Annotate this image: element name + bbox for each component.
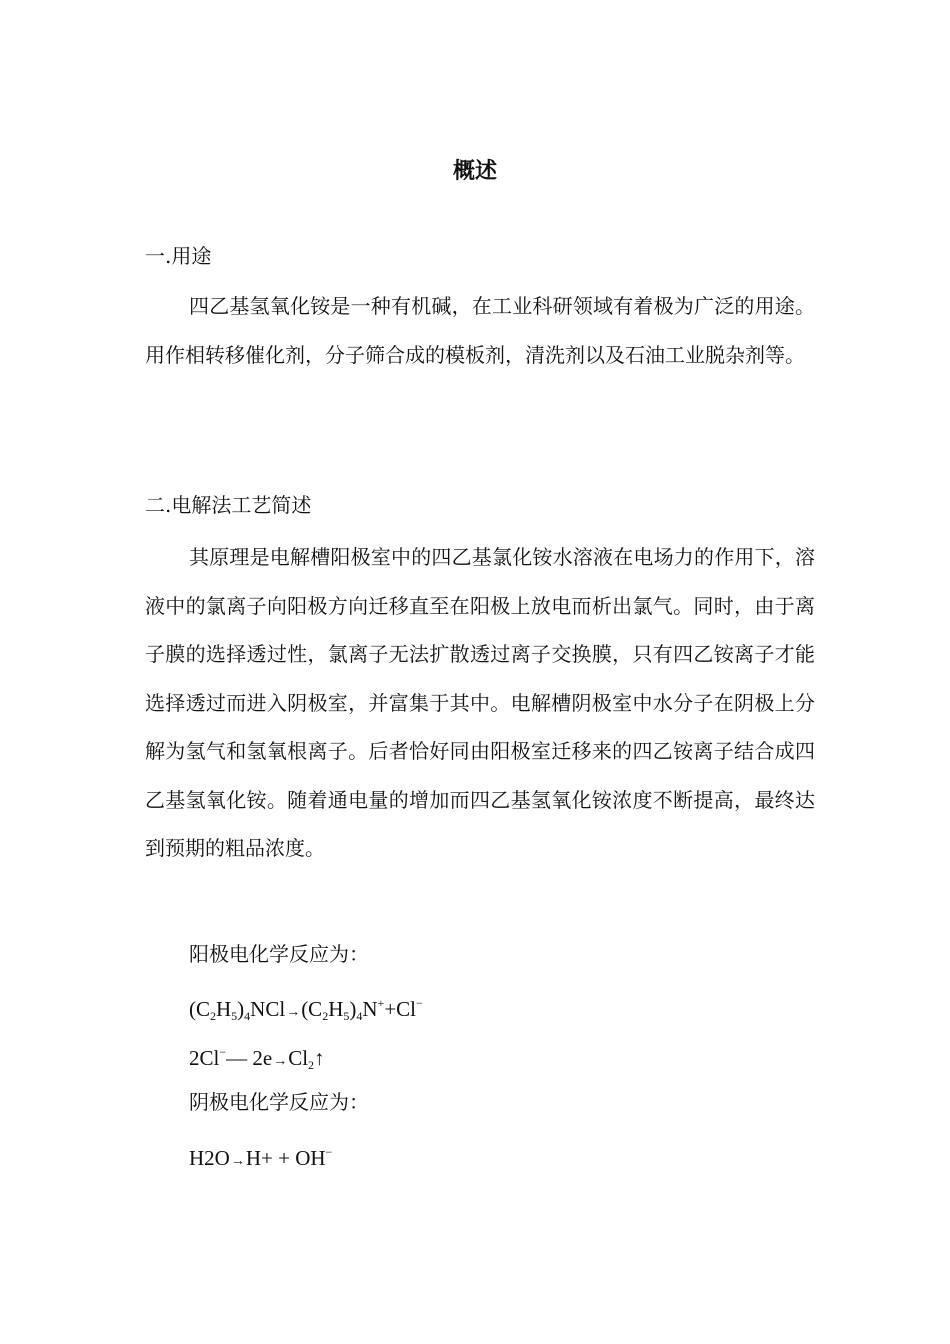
section-heading-uses: 一.用途 [145,244,212,268]
reaction-arrow-icon: → [286,1005,301,1020]
anode-reaction-label: 阳极电化学反应为： [189,942,369,966]
paragraph-uses: 四乙基氢氧化铵是一种有机碱，在工业科研领域有着极为广泛的用途。用作相转移催化剂，分子筛合成的模板剂，清洗剂以及石油工业脱杂剂等。 [145,294,815,367]
reaction-arrow-icon: → [273,1054,288,1069]
page-title: 概述 [452,159,497,184]
cathode-reaction-label: 阴极电化学反应为： [189,1090,369,1114]
reaction-arrow-icon: → [230,1154,245,1169]
anode-equation-1: $(C_2H_5)_4NCl\to(C_2H_5)_4N^++Cl^-$ [189,996,423,1023]
anode-equation-2: 2Cl−— $2e\to Cl_2↑$ [189,1045,325,1072]
cathode-equation: H2O→H+ + OH− [189,1145,333,1170]
section-heading-process: 二.电解法工艺简述 [145,493,312,517]
paragraph-principle: 其原理是电解槽阳极室中的四乙基氯化铵水溶液在电场力的作用下，溶液中的氯离子向阳极方向迁移直至在阳极上放电而析出氯气。同时，由于离子膜的选择透过性，氯离子无法扩散透过离子交换膜，只有四乙铵离子才能选择透过而进入阴极室，并富集于其中。电解槽阴极室中水分子在阴极上分解为氢气和氢氧根离子。后者恰好同由阳极室迁移来的四乙铵离子结合成四乙基氢氧化铵。随着通电量的增加而四乙基氢氧化铵浓度不断提高，最终达到预期的粗品浓度。 [145,545,815,860]
